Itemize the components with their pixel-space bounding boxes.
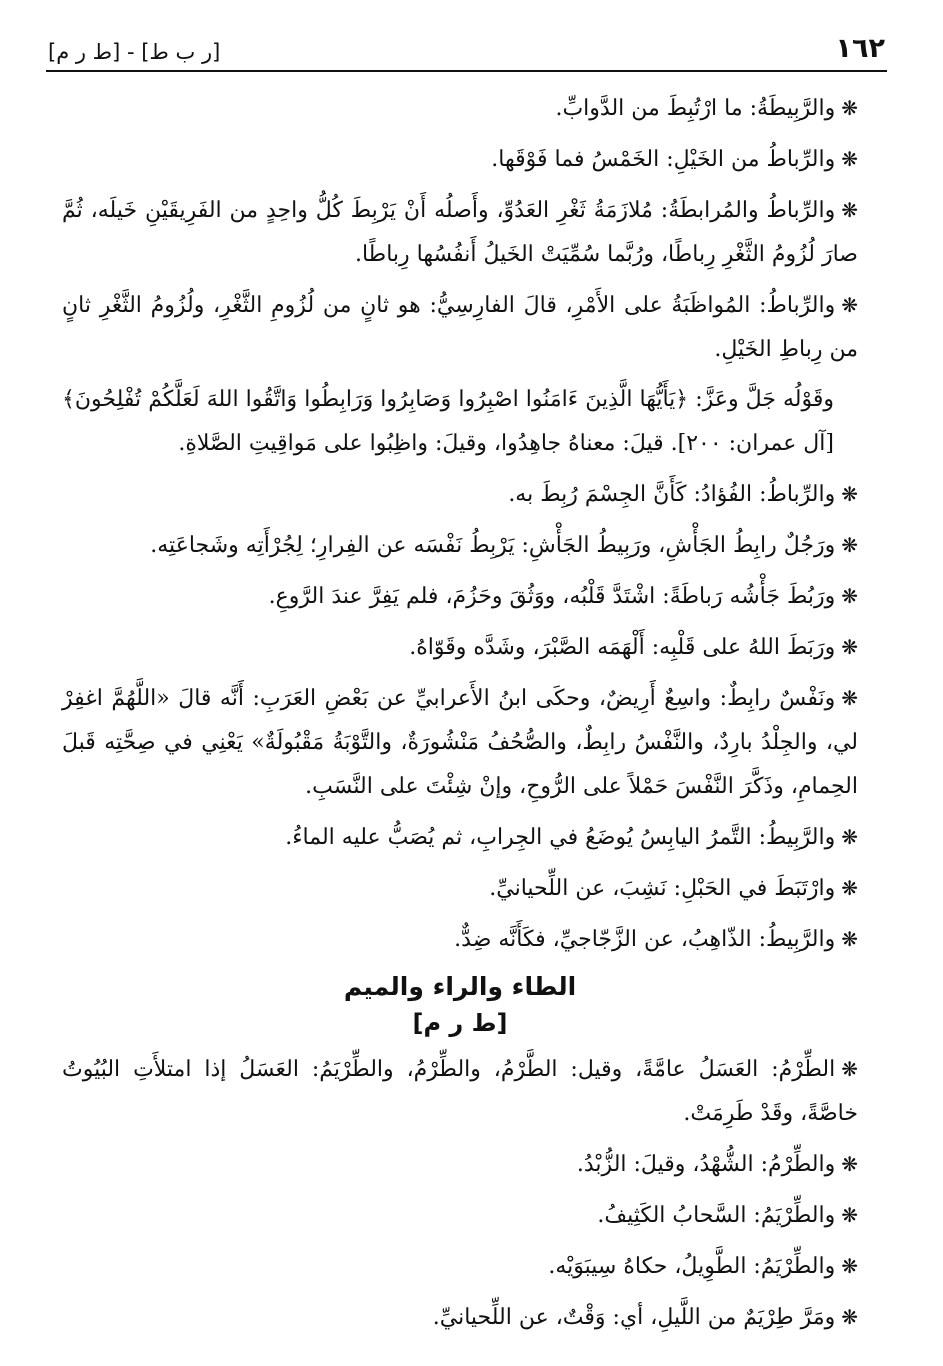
header-rule	[46, 70, 887, 72]
star-bullet-icon: ❋	[841, 825, 858, 849]
star-bullet-icon: ❋	[841, 686, 858, 710]
entry-rabit-jash: ❋ورَجُلٌ رابِطُ الجَأْشِ، ورَبِيطُ الجَأْشِ: يَرْبِطُ نَفْسَه عن الفِرارِ؛ لِجُرْأَتِه وشَجاعَتِه.	[150, 533, 858, 558]
entry-murabata: ❋والرِّباطُ والمُرابطَةُ: مُلازَمَةُ ثَغْرِ العَدُوِّ، وأَصلُه أَنْ يَرْبِطَ كُلُّ واحِدٍ من الفَرِيقَيْنِ خَيلَه، ثُمَّ صارَ لُزُومُ الثَّغْرِ رِباطًا، ورُبَّما سُمِّيَتْ الخَيلُ أَنفُسُها رِباطًا.	[62, 198, 858, 267]
entry-nafs-rabit: ❋ونَفْسٌ رابِطٌ: واسِعٌ أَرِيضٌ، وحكَى ابنُ الأَعرابيِّ عن بَعْضِ العَرَبِ: أَنَّه قالَ «اللَّهُمَّ اغفِرْ لي، والجِلْدُ بارِدٌ، والنَّفْسُ رابِطٌ، والصُّحُفُ مَنْشُورَةٌ، والتَّوْبَةُ مَقْبُولَةٌ» يَعْنِي في صِحَّتِه قَبلَ الحِمامِ، وذَكَّرَ النَّفْسَ حَمْلاً على الرُّوحِ، وإنْ شِئْتَ على النَّسَبِ.	[62, 686, 858, 799]
entry-tirm-asal: ❋الطِّرْمُ: العَسَلُ عامَّةً، وقيل: الطَّرْمُ، والطِّرْمُ، والطِّرْيَمُ: العَسَلُ إذا امتلأَتِ البُيُوتُ خاصَّةً، وقَدْ طَرِمَتْ.	[62, 1057, 858, 1126]
star-bullet-icon: ❋	[841, 1152, 858, 1176]
star-bullet-icon: ❋	[841, 584, 858, 608]
root-heading: [ط ر م]	[412, 1009, 508, 1037]
entry-rabit-tamr: ❋والرَّبِيطُ: التَّمرُ اليابِسُ يُوضَعُ في الجِرابِ، ثم يُصَبُّ عليه الماءُ.	[285, 825, 858, 850]
star-bullet-icon: ❋	[841, 533, 858, 557]
star-bullet-icon: ❋	[841, 927, 858, 951]
quran-paragraph: وقَوْلُه جَلَّ وعَزَّ: ﴿يَأَيُّهَا الَّذِينَ ءَامَنُوا اصْبِرُوا وَصَابِرُوا وَرَابِطُوا وَاتَّقُوا اللهَ لَعَلَّكُمْ تُفْلِحُونَ﴾ [آل عمران: ٢٠٠]. قيلَ: معناهُ جاهِدُوا، وقيلَ: واظِبُوا على مَواقِيتِ الصَّلاةِ.	[62, 387, 834, 456]
page-number: ١٦٢	[835, 33, 885, 64]
entry-ribat-khayl: ❋والرِّباطُ من الخَيْلِ: الخَمْسُ فما فَوْقَها.	[491, 147, 858, 172]
entry-rabita: ❋والرَّبِيطَةُ: ما ارْتُبِطَ من الدَّوابِّ.	[555, 96, 858, 121]
star-bullet-icon: ❋	[841, 1057, 858, 1081]
star-bullet-icon: ❋	[841, 482, 858, 506]
star-bullet-icon: ❋	[841, 1203, 858, 1227]
entry-rabata-allah: ❋ورَبَطَ اللهُ على قَلْبِه: أَلْهَمَه الصَّبْرَ، وشَدَّه وقَوّاهُ.	[409, 635, 858, 660]
entry-tiryam-tawil: ❋والطِّرْيَمُ: الطَّوِيلُ، حكاهُ سِيبَوَيْه.	[548, 1254, 858, 1279]
entry-muwazaba: ❋والرِّباطُ: المُواظَبَةُ على الأَمْرِ، قالَ الفارِسِيُّ: هو ثانٍ من لُزُومِ الثَّغْرِ، ولُزُومُ الثَّغْرِ ثانٍ من رِباطِ الخَيْلِ.	[62, 293, 858, 362]
entry-rabit-dhahib: ❋والرَّبِيطُ: الذّاهِبُ، عن الزَّجّاجيِّ، فكَأَنَّه ضِدٌّ.	[454, 927, 858, 952]
section-heading: الطاء والراء والميم	[343, 972, 577, 1001]
star-bullet-icon: ❋	[841, 635, 858, 659]
star-bullet-icon: ❋	[841, 876, 858, 900]
star-bullet-icon: ❋	[841, 1305, 858, 1329]
entry-rabata: ❋ورَبُطَ جَأْشُه رَباطَةً: اشْتَدَّ قَلْبُه، ووَثُقَ وحَزُمَ، فلم يَفِرَّ عندَ الرَّوعِ.	[268, 584, 858, 609]
entry-tiryam-layl: ❋ومَرَّ طِرْيَمٌ من اللَّيلِ، أي: وَقْتٌ، عن اللِّحيانيِّ.	[432, 1305, 858, 1330]
entry-irtabata: ❋وارْتَبَطَ في الحَبْلِ: نَشِبَ، عن اللِّحيانيِّ.	[489, 876, 858, 901]
star-bullet-icon: ❋	[841, 1254, 858, 1278]
star-bullet-icon: ❋	[841, 293, 858, 317]
entry-fuad: ❋والرِّباطُ: الفُؤادُ: كَأَنَّ الجِسْمَ رُبِطَ به.	[508, 482, 858, 507]
page-header	[48, 30, 885, 64]
entry-tiryam-sahab: ❋والطِّرْيَمُ: السَّحابُ الكَثِيفُ.	[597, 1203, 858, 1228]
star-bullet-icon: ❋	[841, 96, 858, 120]
star-bullet-icon: ❋	[841, 147, 858, 171]
running-head: [ر ب ط] - [ط ر م]	[48, 40, 221, 64]
entry-tirm-shuhd: ❋والطِّرْمُ: الشُّهْدُ، وقيلَ: الزُّبْدُ.	[576, 1152, 858, 1177]
page-body	[62, 86, 858, 1346]
star-bullet-icon: ❋	[841, 198, 858, 222]
